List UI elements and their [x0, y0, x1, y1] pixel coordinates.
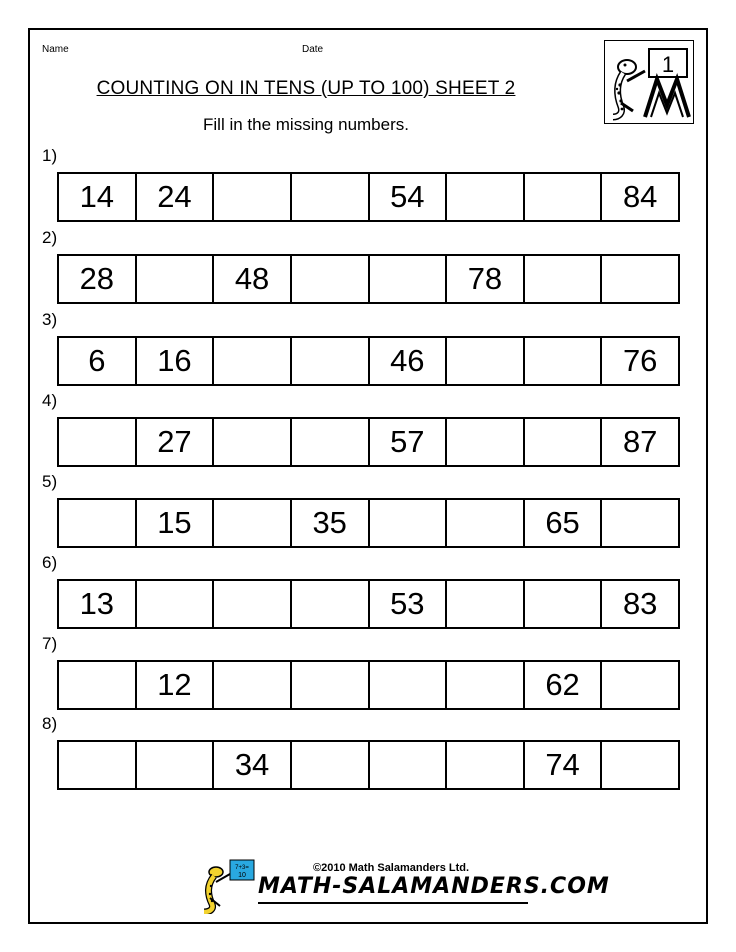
answer-box[interactable] [292, 581, 370, 627]
answer-box[interactable] [214, 338, 292, 384]
number-row-3 [57, 336, 680, 386]
number-row-5 [57, 498, 680, 548]
question-number: 7) [42, 634, 58, 653]
answer-box[interactable] [214, 662, 292, 708]
answer-box[interactable] [59, 742, 137, 788]
answer-box[interactable] [525, 174, 603, 220]
answer-box[interactable] [292, 174, 370, 220]
answer-box[interactable] [370, 500, 448, 546]
given-number: 84 [622, 179, 658, 214]
answer-box[interactable] [447, 581, 525, 627]
svg-text:7+3=: 7+3= [235, 865, 249, 871]
given-number: 13 [59, 581, 137, 627]
instructions: Fill in the missing numbers. [203, 115, 409, 134]
answer-box[interactable] [602, 742, 678, 788]
name-label: Name [42, 44, 69, 55]
answer-box[interactable] [214, 500, 292, 546]
given-number: 62 [525, 662, 603, 708]
copyright-text: ©2010 Math Salamanders Ltd. [313, 862, 470, 874]
site-underline [258, 902, 528, 904]
given-number: 24 [137, 174, 215, 220]
answer-box[interactable] [602, 256, 678, 302]
question-number: 8) [42, 714, 58, 733]
given-number: 48 [214, 256, 292, 302]
answer-box[interactable] [370, 662, 448, 708]
question-number: 4) [42, 391, 58, 410]
question-number: 3) [42, 310, 58, 329]
number-row-7 [57, 660, 680, 710]
number-row-2 [57, 254, 680, 304]
question-number: 6) [42, 553, 58, 572]
given-number: 76 [622, 343, 658, 378]
answer-box[interactable] [525, 581, 603, 627]
answer-box[interactable] [292, 742, 370, 788]
answer-box[interactable] [602, 662, 678, 708]
question-number: 2) [42, 228, 58, 247]
site-name: MATH-SALAMANDERS.COM [258, 874, 610, 899]
answer-box[interactable] [447, 662, 525, 708]
answer-box[interactable] [602, 500, 678, 546]
logo-number: 1 [661, 52, 675, 77]
answer-box[interactable] [447, 174, 525, 220]
given-number: 53 [370, 581, 448, 627]
given-number: 27 [137, 419, 215, 465]
given-number: 6 [59, 338, 137, 384]
answer-box[interactable] [447, 500, 525, 546]
given-number: 15 [137, 500, 215, 546]
answer-box[interactable] [59, 419, 137, 465]
answer-box[interactable] [214, 419, 292, 465]
answer-box[interactable] [292, 419, 370, 465]
given-number: 34 [214, 742, 292, 788]
answer-box[interactable] [214, 174, 292, 220]
answer-box[interactable] [370, 742, 448, 788]
given-number: 46 [370, 338, 448, 384]
given-number: 57 [370, 419, 448, 465]
number-row-6 [57, 579, 680, 629]
date-label: Date [302, 44, 324, 55]
given-number: 87 [622, 424, 658, 459]
given-number: 35 [292, 500, 370, 546]
given-number: 14 [59, 174, 137, 220]
number-row-8 [57, 740, 680, 790]
answer-box[interactable] [214, 581, 292, 627]
answer-box[interactable] [447, 338, 525, 384]
salamander-logo-icon [604, 40, 694, 124]
given-number: 83 [622, 586, 658, 621]
answer-box[interactable] [137, 581, 215, 627]
answer-box[interactable] [525, 256, 603, 302]
question-number: 5) [42, 472, 58, 491]
given-number: 28 [59, 256, 137, 302]
given-number: 65 [525, 500, 603, 546]
given-number: 16 [137, 338, 215, 384]
given-number: 78 [447, 256, 525, 302]
answer-box[interactable] [59, 500, 137, 546]
salamander-footer-icon [200, 858, 262, 914]
answer-box[interactable] [292, 662, 370, 708]
worksheet-title: COUNTING ON IN TENS (UP TO 100) SHEET 2 [96, 78, 516, 99]
number-row-1 [57, 172, 680, 222]
answer-box[interactable] [525, 338, 603, 384]
number-row-4 [57, 417, 680, 467]
answer-box[interactable] [137, 742, 215, 788]
svg-text:10: 10 [238, 872, 246, 879]
answer-box[interactable] [525, 419, 603, 465]
given-number: 12 [137, 662, 215, 708]
answer-box[interactable] [447, 419, 525, 465]
answer-box[interactable] [292, 256, 370, 302]
answer-box[interactable] [447, 742, 525, 788]
answer-box[interactable] [370, 256, 448, 302]
given-number: 54 [370, 174, 448, 220]
given-number: 74 [525, 742, 603, 788]
answer-box[interactable] [137, 256, 215, 302]
question-number: 1) [42, 146, 58, 165]
answer-box[interactable] [59, 662, 137, 708]
answer-box[interactable] [292, 338, 370, 384]
